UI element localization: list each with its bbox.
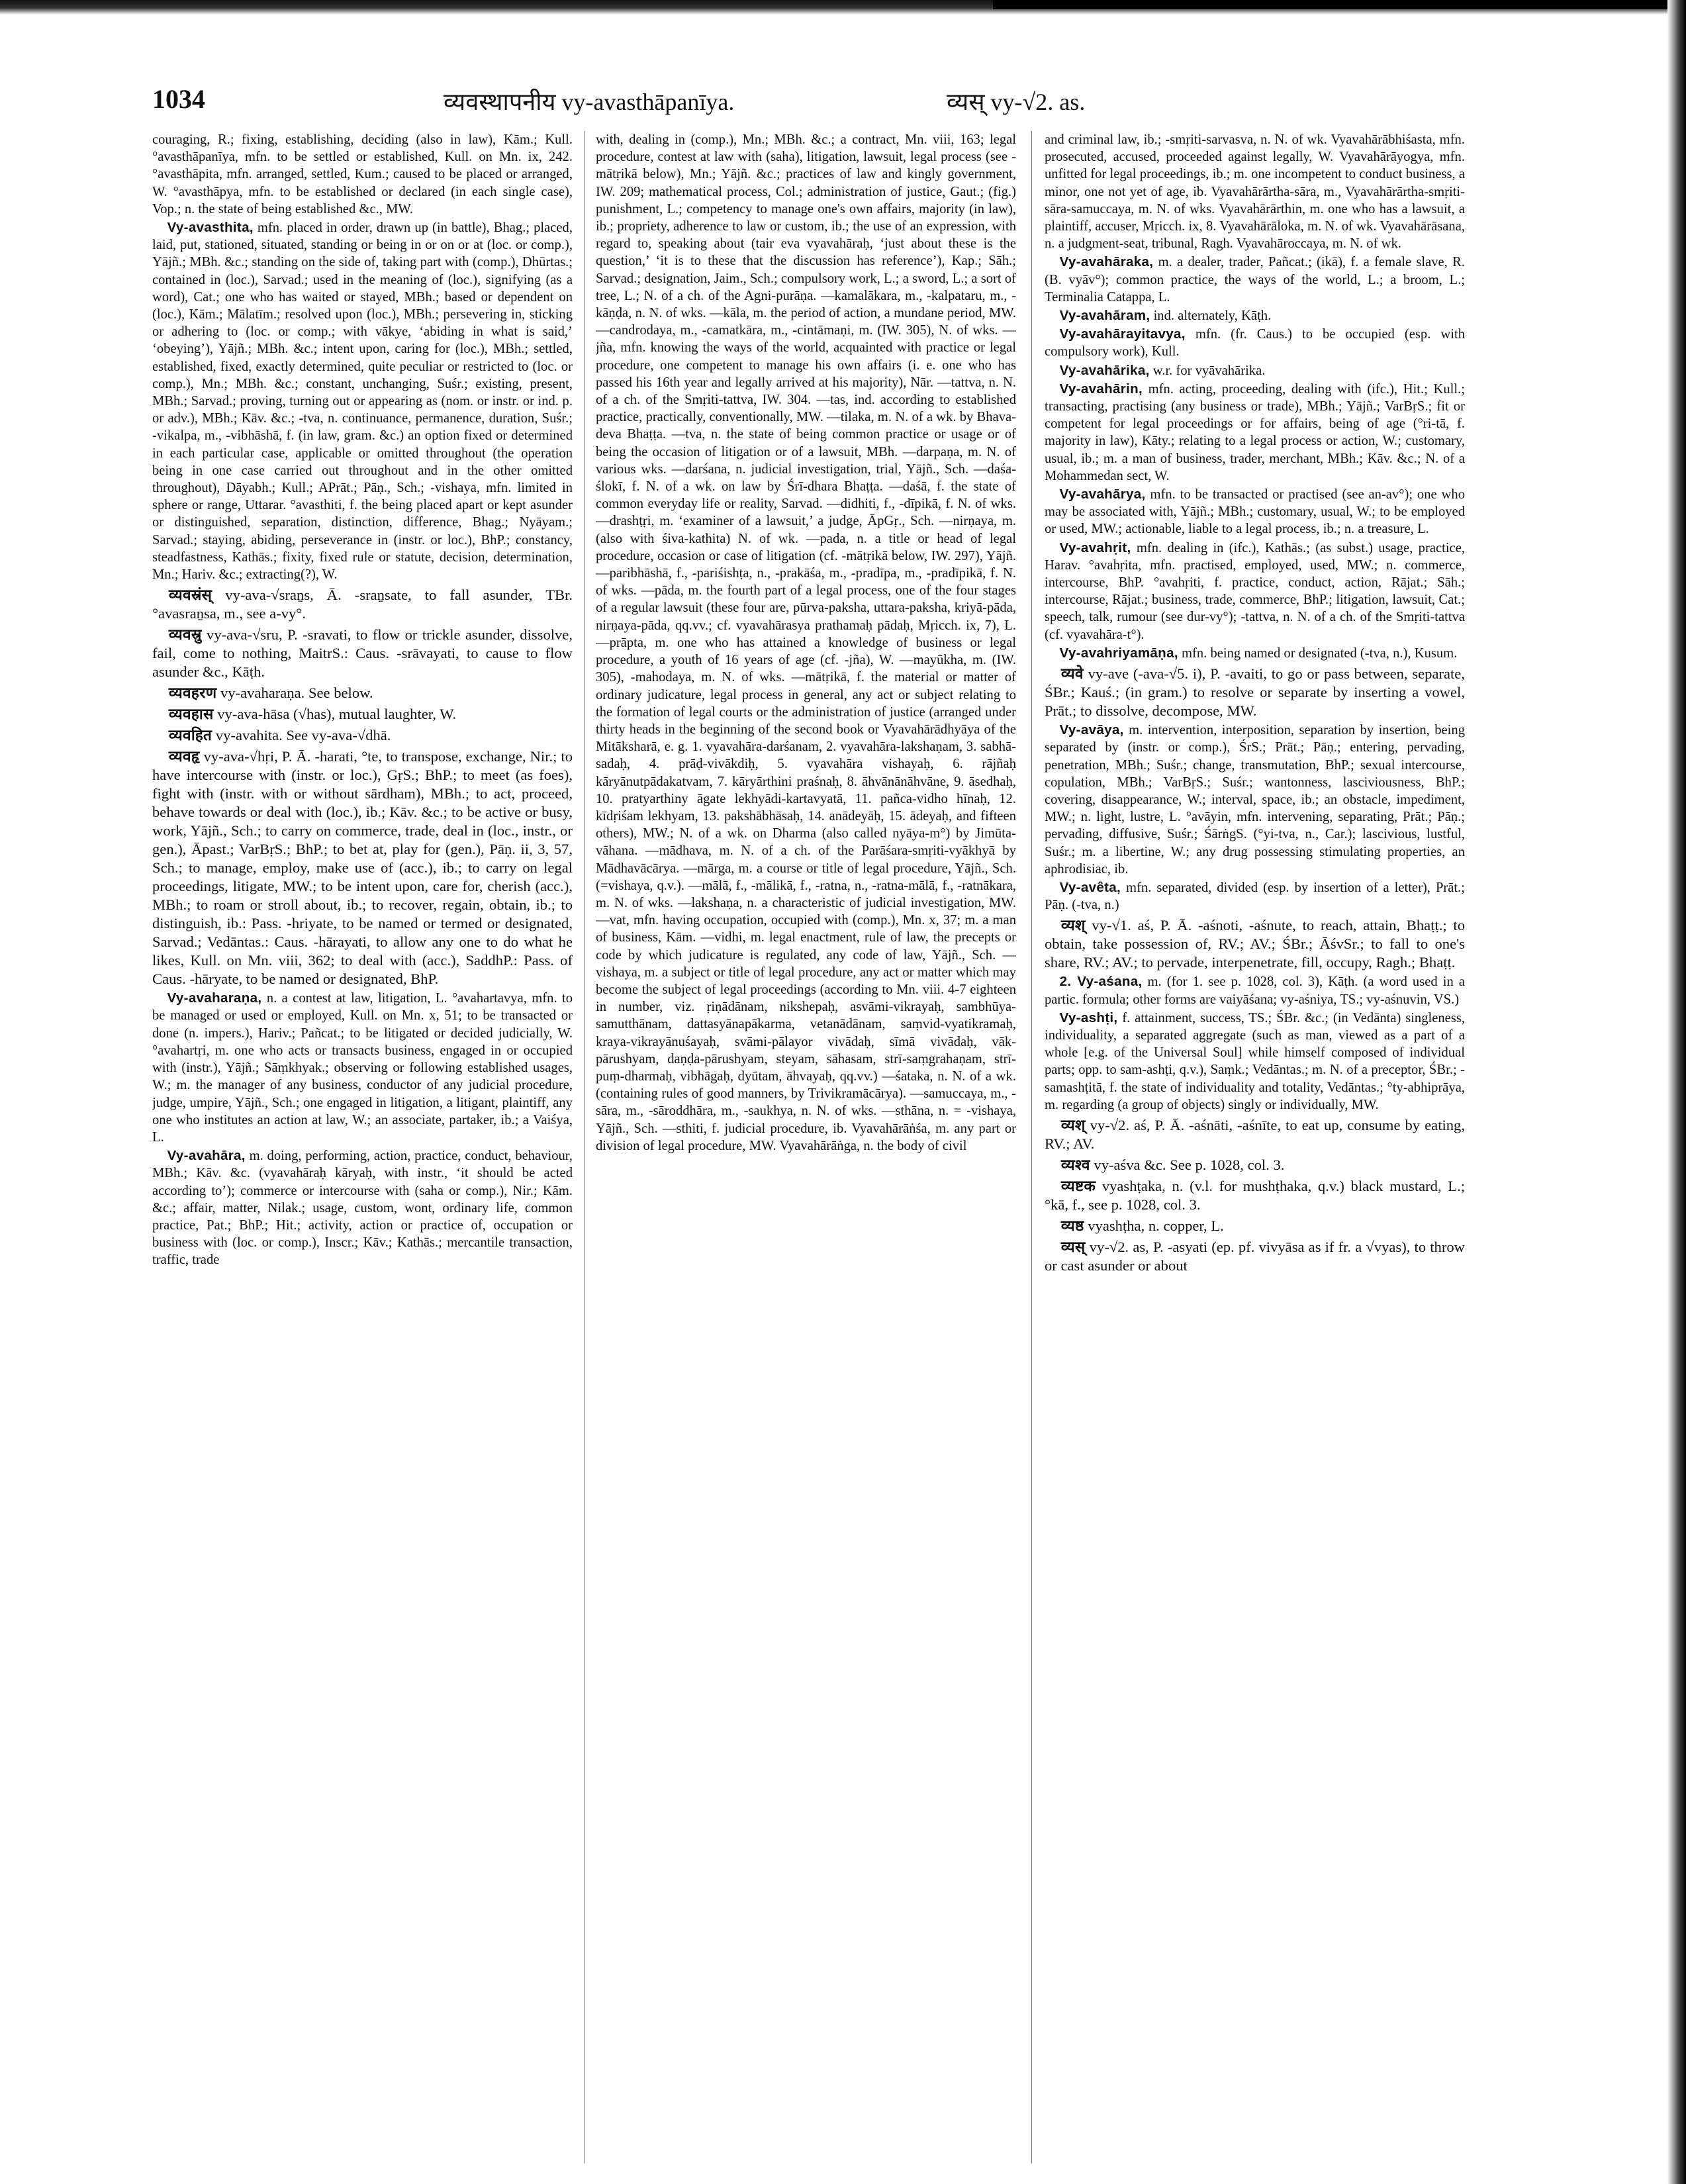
entry-headword: व्यश् xyxy=(1060,1116,1086,1133)
entry-text: vy-aśva &c. See p. 1028, col. 3. xyxy=(1090,1156,1285,1173)
entry-headword: Vy-avahārika, xyxy=(1059,362,1150,378)
entry-headword: Vy-avahārayitavya, xyxy=(1059,326,1186,342)
dictionary-entry xyxy=(152,626,573,681)
dictionary-entry xyxy=(1045,540,1465,643)
entry-text: vy-ava-√sraṉs, Ā. -sraṉsate, to fall asunder, TBr. °avasraṉsa, m., see a-vy°. xyxy=(152,587,573,622)
entry-text: vy-√2. aś, P. Ā. -aśnāti, -aśnīte, to eat up, consume by eating, RV.; AV. xyxy=(1045,1116,1465,1152)
entry-headword: व्यस् xyxy=(1060,1238,1086,1255)
entry-text: mfn. placed in order, drawn up (in battle), Bhag.; placed, laid, put, stationed, situated, standing or being in or on or at (loc. or comp.), Yājñ.; MBh. &c.; standing on the side of, taking part with (comp.), Dhūrtas.; contained in (loc.), Sarvad.; used in the meaning of (loc.), signifying (as a word), Cat.; one who has waited or stayed, MBh.; based or dependent on (loc.), Kām.; Mālatīm.; resolved upon (loc.), MBh.; persevering in, sticking or adhering to (loc. or comp.; with vākye, ‘abiding in what is said,’ ‘obeying’), Yājñ.; MBh. &c.; intent upon, caring for (loc.), MBh.; settled, established, fixed, exactly determined, quite peculiar or restricted to (loc. or comp.), Mn.; MBh. &c.; constant, unchanging, Suśr.; existing, present, MBh.; Sarvad.; proving, turning out or appearing as (nom. or instr. or ind. p. or adv.), MBh.; Kāv. &c.; -tva, n. continuance, permanence, duration, Suśr.; -vikalpa, m., -vibhāshā, f. (in law, gram. &c.) an option fixed or determined in each particular case, applicable or omitted throughout (the operation being in one case carried out throughout and in the other omitted throughout), Dāyabh.; Kull.; APrāt.; Pāṇ., Sch.; -vishaya, mfn. limited in sphere or range, Uttarar. °avasthiti, f. the being placed apart or kept asunder or distinguished, separation, distinction, difference, Bhag.; Nyāyam.; Sarvad.; staying, abiding, perseverance in (instr. or loc.), BhP.; constancy, steadfastness, Kathās.; fixity, fixed rule or statute, decision, determination, Mn.; Hariv. &c.; extracting(?), W. xyxy=(152,220,573,583)
dictionary-entry xyxy=(152,586,573,623)
dictionary-entry xyxy=(152,131,573,218)
entry-text: w.r. for vyāvahārika. xyxy=(1149,363,1266,378)
dictionary-entry xyxy=(1045,973,1465,1008)
dictionary-entry xyxy=(1045,1116,1465,1153)
entry-text: vyashṭha, n. copper, L. xyxy=(1084,1217,1224,1234)
entry-text: n. a contest at law, litigation, L. °avahartavya, mfn. to be managed or used or employed, Kull. on Mn. x, 51; to be transacted or done (n. impers.), Hariv.; Pañcat.; to be litigated or decided judicially, W. °avahartṛi, m. one who acts or transacts business, engaged in or occupied with (instr.), Yājñ.; Sāṃkhyak.; observing or following established usages, W.; m. the manager of any business, conductor of any judicial procedure, judge, umpire, Yājñ., Sch.; one engaged in litigation, a litigant, plaintiff, any one who institutes an action at law, W.; an associate, partaker, ib.; a Vaiśya, L. xyxy=(152,991,573,1145)
dictionary-entry xyxy=(152,726,573,745)
entry-text: ind. alternately, Kāṭh. xyxy=(1150,309,1272,324)
entry-headword: Vy-avahārin, xyxy=(1059,381,1143,397)
column-divider xyxy=(1031,131,1032,2163)
page-number: 1034 xyxy=(152,84,205,114)
entry-text: m. doing, performing, action, practice, conduct, behaviour, MBh.; Kāv. &c. (vyavahāraḥ kāryaḥ, with instr., ‘it should be acted according to’); commerce or intercourse with (saha or comp.), Nir.; Kām. &c.; affair, matter, Nilak.; usage, custom, wont, ordinary life, common practice, Pat.; BhP.; Hit.; activity, action or practice of, occupation or business with (loc. or comp.), Inscr.; Kāv.; Kathās.; mercantile transaction, traffic, trade xyxy=(152,1149,573,1268)
entry-text: mfn. dealing in (ifc.), Kathās.; (as subst.) usage, practice, Harav. °avahṛita, mfn. practised, employed, used, MW.; n. commerce, intercourse, BhP. °avahṛiti, f. practice, conduct, action, Rājat.; Sāh.; intercourse, Rājat.; business, trade, commerce, BhP.; litigation, lawsuit, Cat.; speech, talk, rumour (see dur-vy°); -tattva, n. N. of a ch. of the Smṛiti-tattva (cf. vyavahāra-t°). xyxy=(1045,540,1465,642)
dictionary-entry xyxy=(152,747,573,988)
column-2 xyxy=(596,131,1016,2170)
entry-text: vyashṭaka, n. (v.l. for mushṭhaka, q.v.) black mustard, L.; °kā, f., see p. 1028, col. 3. xyxy=(1045,1177,1465,1213)
entry-text: and criminal law, ib.; -smṛiti-sarvasva, n. N. of wk. Vyavahārābhiśasta, mfn. prosecuted, accused, proceeded against legally, W. Vyavahārāyogya, mfn. unfitted for legal proceedings, ib.; m. one incompetent to conduct business, a minor, one not yet of age, ib. Vyavahārārtha-sāra, m., Vyavahārārtha-smṛiti-sāra-samuccaya, m. N. of wks. Vyavahārārthin, m. one who has a lawsuit, a plaintiff, accuser, Mṛicch. ix, 8. Vyavahārāloka, m. N. of wk. Vyavahārāsana, n. a judgment-seat, tribunal, Ragh. Vyavahāroccaya, m. N. of wk. xyxy=(1045,132,1465,252)
entry-text: mfn. (fr. Caus.) to be occupied (esp. with compulsory work), Kull. xyxy=(1045,327,1465,359)
entry-headword: Vy-avahārya, xyxy=(1059,487,1146,502)
scan-top-edge-dark xyxy=(993,0,1686,9)
entry-headword: व्यश्व xyxy=(1060,1156,1090,1173)
dictionary-entry xyxy=(152,1147,573,1268)
entry-text: vy-ava-hāsa (√has), mutual laughter, W. xyxy=(213,706,457,723)
scan-right-edge xyxy=(1667,0,1686,2184)
entry-text: vy-avaharaṇa. See below. xyxy=(216,685,373,702)
entry-headword: व्यवहरण xyxy=(168,685,217,702)
entry-text: vy-ave (-ava-√5. i), P. -avaiti, to go or pass between, separate, ŚBr.; Kauś.; (in gram.) to resolve or separate by inserting a vowel, Prāt.; to dissolve, decompose, MW. xyxy=(1045,665,1465,720)
entry-text: vy-√2. as, P. -asyati (ep. pf. vivyāsa as if fr. a √vyas), to throw or cast asunder or about xyxy=(1045,1238,1465,1274)
entry-headword: Vy-avêta, xyxy=(1059,879,1121,895)
dictionary-entry xyxy=(152,990,573,1146)
dictionary-entry xyxy=(1045,1217,1465,1235)
entry-headword: व्यश् xyxy=(1060,917,1086,934)
entry-headword: Vy-avahāra, xyxy=(167,1148,246,1164)
dictionary-entry xyxy=(1045,1010,1465,1114)
dictionary-entry xyxy=(152,219,573,583)
dictionary-entry xyxy=(1045,326,1465,360)
entry-headword: Vy-avahriyamāṇa, xyxy=(1059,645,1178,661)
entry-text: with, dealing in (comp.), Mn.; MBh. &c.; a contract, Mn. viii, 163; legal procedure, contest at law with (saha), litigation, lawsuit, legal process (see -mātṛikā below), Mn.; Yājñ. &c.; practices of law and kingly government, IW. 209; mathematical process, Col.; administration of justice, Gaut.; (fig.) punishment, L.; competency to manage one's own affairs, majority (in law), ib.; propriety, adherence to law or custom, ib.; the use of an expression, with regard to, speaking about (tair eva vyavahāraḥ, ‘just about these is the question,’ ‘it is to these that the discussion has reference’), Kap.; Sāh.; Sarvad.; designation, Jaim., Sch.; compulsory work, L.; a sword, L.; a sort of tree, L.; N. of a ch. of the Agni-purāṇa. —kamalākara, m., -kalpataru, m., -kāṇḍa, n. N. of wks. —kāla, m. the period of action, a mundane period, MW. —candrodaya, m., -camatkāra, m., -cintāmaṇi, m. (IW. 305), N. of wks. —jña, mfn. knowing the ways of the world, acquainted with practice or legal procedure, one competent to manage his own affairs (i. e. one who has passed his 16th year and legally arrived at his majority), Nār. —tattva, n. N. of a ch. of the Smṛiti-tattva, IW. 304. —tas, ind. according to established practice, practically, conventionally, MW. —tilaka, m. N. of a wk. by Bhava-deva Bhaṭṭa. —tva, n. the state of being common practice or usage or of being the occasion of litigation or of a lawsuit, MBh. —darpaṇa, m. N. of various wks. —darśana, n. judicial investigation, trial, Yājñ., Sch. —daśa-ślokī, f. N. of a wk. on law by Śrī-dhara Bhaṭṭa. —daśā, f. the state of common everyday life or reality, Sarvad. —didhiti, f., -dīpikā, f. N. of wks. —drashṭṛi, m. ‘examiner of a lawsuit,’ a judge, ĀpGṛ., Sch. —nirṇaya, m. (also with śiva-kathita) N. of wk. —pada, n. a title or head of legal procedure, occasion or case of litigation (cf. -mātṛikā below, IW. 297), Yājñ. —paribhāshā, f., -pariśishṭa, n., -prakāśa, m., -pradīpa, m., -pradīpikā, f. N. of wks. —pāda, m. the fourth part of a legal process, one of the four stages of a regular lawsuit (these four are, pūrva-paksha, uttara-paksha, kriyā-pāda, nirṇaya-pāda, qq.vv.; cf. vyavahārasya prathamaḥ pādaḥ, Mṛicch. ix, 7), L. —prāpta, m. one who has attained a knowledge of business or legal procedure, a youth of 16 years of age (cf. -jña), W. —mayūkha, m. (IW. 305), -mahodaya, m. N. of wks. —mātṛikā, f. the material or matter of ordinary judicature, legal process in general, any act or subject relating to the formation of legal courts or the administration of justice (arranged under thirty heads in the beginning of the second book or Vyavahārādhyāya of the Mitāksharā, e. g. 1. vyavahāra-darśanam, 2. vyavahāra-lakshaṇam, 3. sabhā-sadaḥ, 4. prāḍ-vivākdiḥ, 5. vyavahāra vishayaḥ, 6. rājñaḥ kāryānutpādakatvam, 7. kāryārthini praśnaḥ, 8. āhvānānāhvāne, 9. āsedhaḥ, 10. pratyarthiny āgate lekhyādi-kartavyatā, 11. pañca-vidho hīnaḥ, 12. kīdṛiśam lekhyam, 13. pakshābhāsaḥ, 14. anādeyāḥ, 15. ādeyaḥ, and fifteen others), MW.; N. of a wk. on Dharma (also called nyāya-m°) by Jimūta-vāhana. —mādhava, m. N. of a ch. of the Parāśara-smṛiti-vyākhyā by Mādhavācārya. —mārga, m. a course or title of legal procedure, Yājñ., Sch. (=vishaya, q.v.). —mālā, f., -mālikā, f., -ratna, n., -ratna-mālā, f., -ratnākara, m. N. of wks. —lakshaṇa, n. a characteristic of judicial investigation, MW. —vat, mfn. having occupation, occupied with (comp.), Mn. x, 37; m. a man of business, Kām. —vidhi, m. legal enactment, rule of law, the precepts or code by which judicature is regulated, any code of law, Yājñ., Sch. —vishaya, m. a subject or title of legal procedure, any act or matter which may become the subject of legal proceedings (according to Mn. viii. 4-7 eighteen in number, viz. ṛiṇādānam, nikshepaḥ, asvāmi-vikrayaḥ, sambhūya-samutthānam, dattasyānapākarma, vetanādānam, saṃvid-vyatikramaḥ, kraya-vikrayānuśayaḥ, svāmi-pālayor vivādaḥ, sīmā vivādaḥ, vāk-pārushyam, daṇḍa-pārushyam, steyam, sāhasam, strī-saṃgrahaṇam, strī-puṃ-dharmaḥ, vibhāgaḥ, dyūtam, āhvayaḥ, qq.vv.) —śataka, n. N. of a wk. (containing rules of good manners, by Trivikramācārya). —samuccaya, m., -sāra, m., -sāroddhāra, m., -saukhya, n. N. of wks. —sthāna, n. = -vishaya, Yājñ., Sch. —sthiti, f. judicial procedure, ib. Vyavahārāṅśa, m. any part or division of legal procedure, MW. Vyavahārāṅga, n. the body of civil xyxy=(596,132,1016,1153)
dictionary-entry xyxy=(1045,307,1465,324)
dictionary-entry xyxy=(596,131,1016,1155)
entry-headword: व्यवस्रंस् xyxy=(168,587,212,604)
dictionary-entry xyxy=(1045,645,1465,662)
dictionary-entry xyxy=(1045,665,1465,720)
entry-text: mfn. to be transacted or practised (see an-av°); one who may be associated with, Yājñ.; MBh.; customary, usual, W.; to be employed or used, MW.; actionable, liable to a legal process, ib.; n. a treasure, L. xyxy=(1045,487,1465,537)
dictionary-entry xyxy=(1045,1156,1465,1174)
column-divider xyxy=(584,131,585,2163)
entry-headword: Vy-avahāram, xyxy=(1059,308,1150,324)
dictionary-entry xyxy=(1045,879,1465,914)
entry-headword: व्यवे xyxy=(1060,665,1084,683)
entry-text: m. (for 1. see p. 1028, col. 3), Kāṭh. (a word used in a partic. formula; other forms are vaiyāśana; vy-aśniya, TS.; vy-aśnuvin, VS.) xyxy=(1045,974,1465,1007)
entry-headword: व्यष्टक xyxy=(1060,1177,1096,1194)
entry-text: mfn. acting, proceeding, dealing with (ifc.), Hit.; Kull.; transacting, practising (any business or trade), MBh.; Yājñ.; VarBṛS.; fit or competent for legal proceedings or for affairs, being of age (°ri-tā, f. majority in law), Kāty.; relating to a legal process or action, W.; customary, usual, ib.; m. a man of business, trader, merchant, MBh.; Kāv. &c.; N. of a Mohammedan sect, W. xyxy=(1045,381,1465,483)
entry-text: m. intervention, interposition, separation by insertion, being separated by (instr. or comp.), ŚrS.; Prāt.; Pāṇ.; entering, pervading, penetration, MBh.; Suśr.; change, transmutation, BhP.; sexual intercourse, copulation, MBh.; VarBṛS.; Suśr.; wantonness, lasciviousness, BhP.; covering, disappearance, W.; interval, space, ib.; an obstacle, impediment, MW.; n. light, lustre, L. °avāyin, mfn. intervening, separating, Prāt.; Pāṇ.; pervading, diffusive, Suśr.; ŚārṅgS. (°yi-tva, n., Car.); lascivious, lustful, Suśr.; m. a libertine, W.; any drug possessing stimulating properties, an aphrodisiac, ib. xyxy=(1045,723,1465,877)
entry-headword: Vy-avāya, xyxy=(1059,722,1124,738)
entry-headword: 2. Vy-aśana, xyxy=(1059,974,1143,990)
page-header xyxy=(152,83,1417,123)
entry-text: vy-avahita. See vy-ava-√dhā. xyxy=(212,727,391,744)
entry-text: m. a dealer, trader, Pañcat.; (ikā), f. a female slave, R. (B. vyāv°); common practice, the ways of the world, L.; a broom, L.; Terminalia Catappa, L. xyxy=(1045,255,1465,305)
entry-text: vy-ava-√sru, P. -sravati, to flow or trickle asunder, dissolve, fail, come to nothing, MaitrS.: Caus. -srāvayati, to cause to flow asunder &c., Kāṭh. xyxy=(152,626,573,681)
right-running-headword: व्यस् vy-√2. as. xyxy=(947,89,1086,115)
dictionary-entry xyxy=(152,705,573,724)
dictionary-entry xyxy=(1045,916,1465,972)
dictionary-entry xyxy=(1045,486,1465,538)
column-1 xyxy=(152,131,573,2170)
entry-headword: व्यवहृ xyxy=(168,748,200,765)
dictionary-entry xyxy=(152,684,573,702)
entry-text: mfn. being named or designated (-tva, n.), Kusum. xyxy=(1178,645,1458,661)
dictionary-entry xyxy=(1045,1238,1465,1275)
entry-headword: Vy-avasthita, xyxy=(167,220,254,236)
dictionary-entry xyxy=(1045,362,1465,379)
entry-headword: व्यवस्रु xyxy=(168,626,202,643)
dictionary-entry xyxy=(1045,254,1465,306)
dictionary-entry xyxy=(1045,1177,1465,1214)
entry-headword: व्यवहित xyxy=(168,727,212,744)
entry-headword: व्यष्ठ xyxy=(1060,1217,1084,1234)
dictionary-entry xyxy=(1045,722,1465,878)
entry-headword: व्यवहास xyxy=(168,706,214,723)
left-running-headword: व्यवस्थापनीय vy-avasthāpanīya. xyxy=(444,89,735,115)
entry-text: mfn. separated, divided (esp. by insertion of a letter), Prāt.; Pāṇ. (-tva, n.) xyxy=(1045,880,1465,913)
entry-text: vy-ava-√hṛi, P. Ā. -harati, °te, to transpose, exchange, Nir.; to have intercourse with (instr. or loc.), GṛS.; BhP.; to meet (as foes), fight with (instr. with or without sārdham), MBh.; to act, proceed, behave towards or deal with (loc.), ib.; Kāv. &c.; to be active or busy, work, Yājñ., Sch.; to carry on commerce, trade, deal in (loc., instr., or gen.), Āpast.; VarBṛS.; BhP.; to bet at, play for (gen.), Pāṇ. ii, 3, 57, Sch.; to manage, employ, make use of (acc.), ib.; to carry on legal proceedings, litigate, MW.; to be intent upon, care for, cherish (acc.), MBh.; to roam or stroll about, ib.; to recover, regain, obtain, ib.; to distinguish, ib.: Pass. -hriyate, to be named or termed or designated, Sarvad.; Vedāntas.: Caus. -hārayati, to allow any one to do what he likes, Kull. on Mn. viii, 362; to deal with (acc.), SaddhP.: Pass. of Caus. -hāryate, to be named or designated, BhP. xyxy=(152,748,573,988)
entry-headword: Vy-avahāraka, xyxy=(1059,254,1154,270)
entry-text: couraging, R.; fixing, establishing, deciding (also in law), Kām.; Kull. °avasthāpanīya, mfn. to be settled or established, Kull. on Mn. ix, 242. °avasthāpita, mfn. arranged, settled, Kum.; caused to be placed or arranged, W. °avasthāpya, mfn. to be established or declared (in each single case), Vop.; n. the state of being established &c., MW. xyxy=(152,132,573,216)
entry-text: f. attainment, success, TS.; ŚBr. &c.; (in Vedānta) singleness, individuality, a separated aggregate (such as man, viewed as a part of a whole [e.g. of the Universal Soul] while himself composed of individual parts; opp. to sam-ashṭi, q.v.), Saṃk.; Vedāntas.; m. N. of a preceptor, ŚBr.; -samashṭitā, f. the state of individuality and totality, Vedāntas.; °ty-abhiprāya, m. regarding (a group of objects) singly or individually, MW. xyxy=(1045,1010,1465,1112)
entry-headword: Vy-avahṛit, xyxy=(1059,540,1131,555)
entry-text: vy-√1. aś, P. Ā. -aśnoti, -aśnute, to reach, attain, Bhaṭṭ.; to obtain, take possession of, RV.; AV.; ŚBr.; ĀśvSr.; to fall to one's share, RV.; AV.; to pervade, interpenetrate, fill, occupy, Ragh.; Bhaṭṭ. xyxy=(1045,917,1465,971)
entry-headword: Vy-avaharaṇa, xyxy=(167,990,262,1006)
column-3 xyxy=(1045,131,1465,2170)
entry-headword: Vy-ashṭi, xyxy=(1059,1010,1118,1025)
dictionary-entry xyxy=(1045,131,1465,252)
dictionary-entry xyxy=(1045,381,1465,485)
